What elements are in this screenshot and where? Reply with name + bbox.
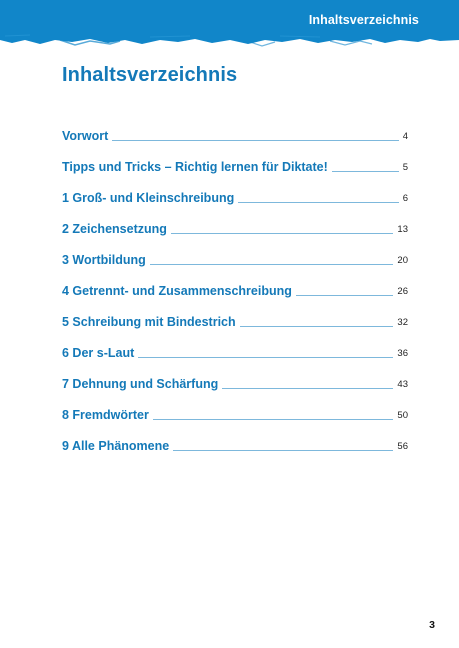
toc-entry-page: 13 [397,224,408,235]
toc-leader-line [150,264,394,265]
toc-entry[interactable] [62,422,408,453]
toc-entry-page: 4 [402,131,408,142]
toc-entry-label: 9 Alle Phänomene [62,439,170,453]
header-band [0,0,459,48]
toc-entry-page: 32 [397,317,408,328]
toc-entry[interactable] [62,329,408,360]
toc-entry-label: 6 Der s-Laut [62,346,135,360]
toc-entry-page: 5 [402,162,408,173]
header-title: Inhaltsverzeichnis [308,13,419,27]
toc-entry[interactable] [62,298,408,329]
toc-leader-line [332,171,399,172]
toc-leader-line [240,326,394,327]
toc-entry-page: 43 [397,379,408,390]
toc-leader-line [171,233,394,234]
toc-leader-line [296,295,394,296]
toc-entry-page: 26 [397,286,408,297]
toc-entry[interactable] [62,267,408,298]
toc-entry[interactable] [62,112,408,143]
table-of-contents [62,112,408,453]
toc-entry-label: Vorwort [62,129,109,143]
toc-entry-label: 8 Fremdwörter [62,408,149,422]
toc-entry-label: 5 Schreibung mit Bindestrich [62,315,236,329]
toc-entry[interactable] [62,174,408,205]
toc-entry-label: 7 Dehnung und Schärfung [62,377,219,391]
toc-entry-page: 50 [397,410,408,421]
toc-entry-page: 6 [402,193,408,204]
toc-entry-label: 2 Zeichensetzung [62,222,167,236]
toc-entry[interactable] [62,236,408,267]
page-title: Inhaltsverzeichnis [62,64,238,86]
toc-leader-line [153,419,394,420]
page-number: 3 [429,619,435,631]
toc-entry[interactable] [62,391,408,422]
toc-leader-line [173,450,393,451]
toc-entry-page: 56 [397,441,408,452]
toc-entry[interactable] [62,360,408,391]
toc-entry[interactable] [62,143,408,174]
toc-entry-page: 36 [397,348,408,359]
toc-leader-line [222,388,393,389]
toc-entry-label: Tipps und Tricks – Richtig lernen für Diktate! [62,160,328,174]
toc-leader-line [112,140,398,141]
toc-entry-label: 3 Wortbildung [62,253,146,267]
toc-entry-label: 1 Groß- und Kleinschreibung [62,191,235,205]
toc-entry-label: 4 Getrennt- und Zusammenschreibung [62,284,292,298]
toc-entry-page: 20 [397,255,408,266]
toc-leader-line [138,357,393,358]
toc-entry[interactable] [62,205,408,236]
toc-leader-line [238,202,398,203]
